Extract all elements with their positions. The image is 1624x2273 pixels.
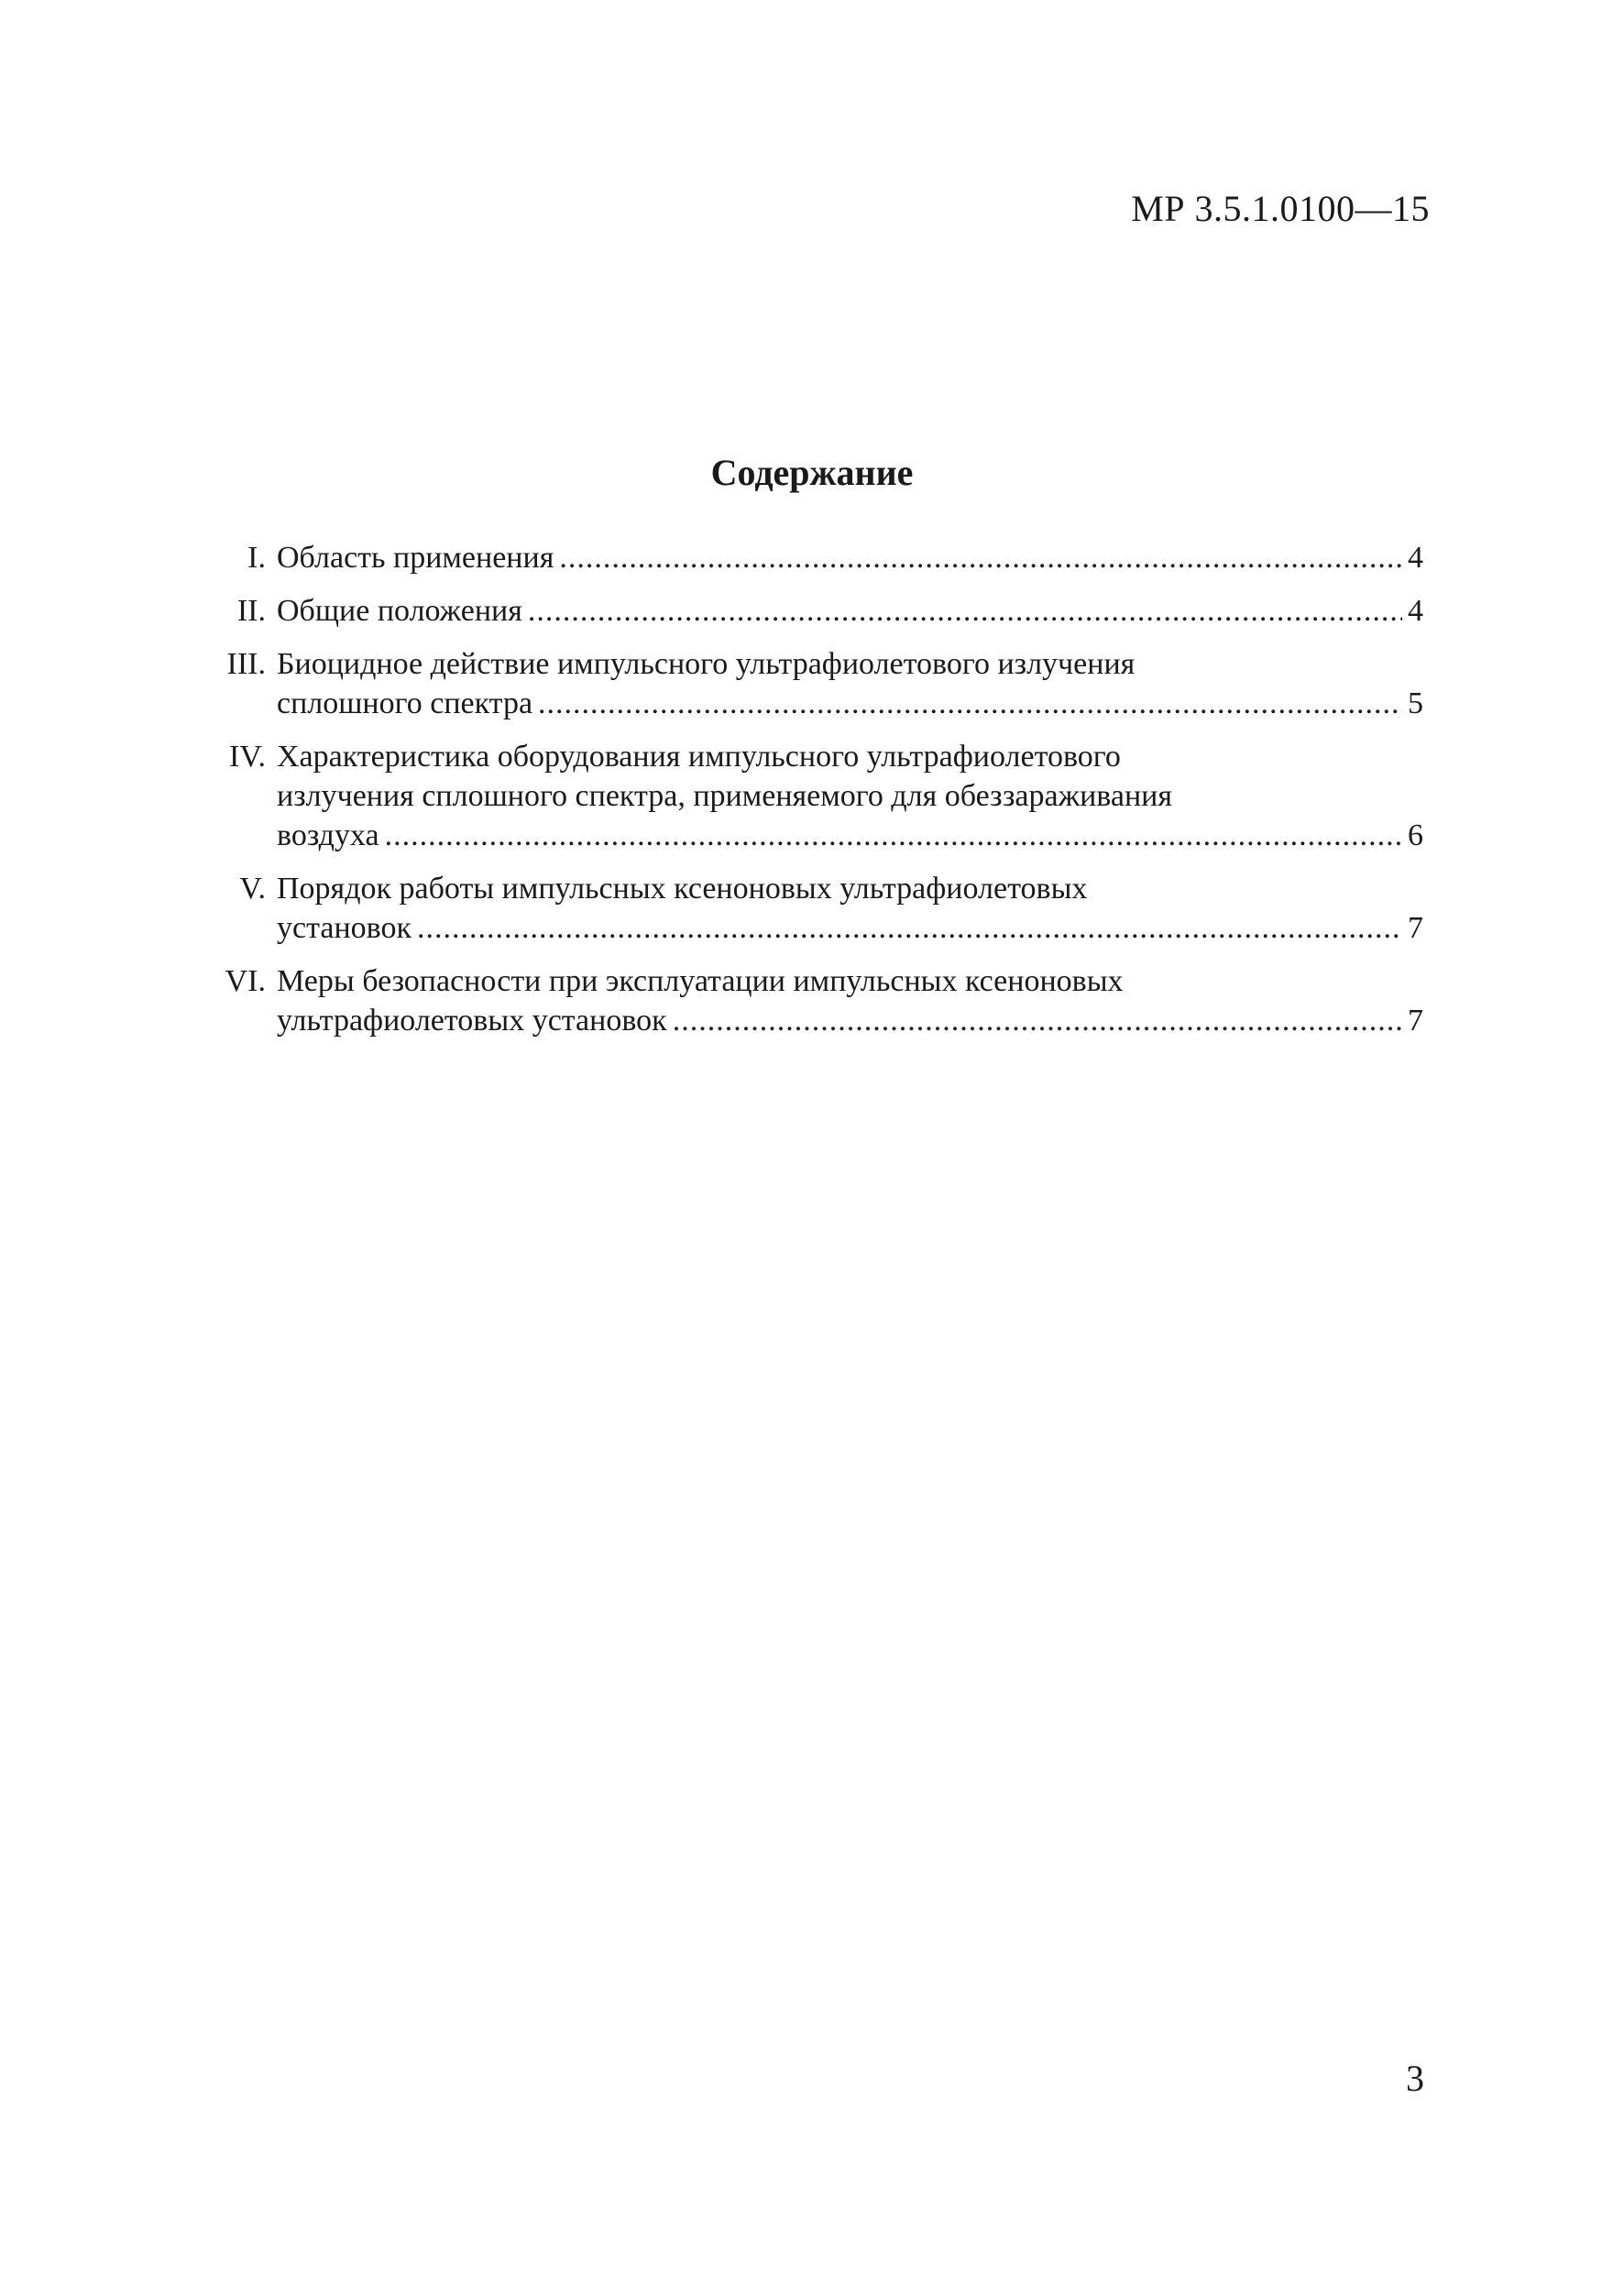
toc-entry-text-line: Меры безопасности при эксплуатации импульсных ксеноновых bbox=[277, 964, 1124, 998]
toc-entry-body bbox=[266, 737, 1423, 855]
toc-entry-body bbox=[266, 869, 1423, 948]
toc-entry-text-line: Характеристика оборудования импульсного ультрафиолетового bbox=[277, 740, 1121, 774]
dot-leader bbox=[673, 1001, 1402, 1040]
toc-entry-number: V. bbox=[239, 872, 266, 906]
toc-entry-last-line bbox=[277, 591, 1423, 631]
toc-entry-page: 4 bbox=[1408, 541, 1423, 575]
toc-entry-number: VI. bbox=[225, 964, 266, 998]
toc-entry bbox=[202, 961, 1423, 1040]
page-number: 3 bbox=[1406, 2058, 1424, 2099]
toc-entry-body bbox=[266, 591, 1423, 631]
toc-entry-last-line bbox=[277, 684, 1423, 723]
toc-entry-body bbox=[266, 644, 1423, 723]
toc-entry-last-line bbox=[277, 538, 1423, 577]
toc-entry-last-line bbox=[277, 908, 1423, 948]
toc-entry-text-line: Общие положения bbox=[277, 594, 522, 628]
toc-entry bbox=[202, 737, 1423, 855]
toc-entry-page: 4 bbox=[1408, 594, 1423, 628]
toc-entry bbox=[202, 869, 1423, 948]
table-of-contents bbox=[202, 538, 1423, 1040]
toc-entry-number: IV. bbox=[229, 740, 266, 774]
toc-entry-page: 7 bbox=[1408, 1004, 1423, 1038]
toc-entry-page: 7 bbox=[1408, 911, 1423, 945]
toc-entry-page: 5 bbox=[1408, 686, 1423, 720]
document-code: МР 3.5.1.0100—15 bbox=[1131, 188, 1430, 229]
toc-entry-text-line: Область применения bbox=[277, 541, 554, 575]
toc-title: Содержание bbox=[710, 452, 914, 493]
toc-entry-number: III. bbox=[226, 647, 266, 681]
dot-leader bbox=[559, 538, 1402, 577]
toc-entry-text-line: установок bbox=[277, 911, 411, 945]
dot-leader bbox=[417, 908, 1402, 948]
toc-entry-number: II. bbox=[236, 594, 266, 628]
toc-entry-text-line: воздуха bbox=[277, 818, 379, 852]
toc-entry-last-line bbox=[277, 1001, 1423, 1040]
toc-entry-page: 6 bbox=[1408, 818, 1423, 852]
toc-entry-body bbox=[266, 538, 1423, 577]
toc-entry-last-line bbox=[277, 816, 1423, 855]
toc-entry-text-line: излучения сплошного спектра, применяемого для обеззараживания bbox=[277, 779, 1173, 813]
toc-entry-body bbox=[266, 961, 1423, 1040]
dot-leader bbox=[538, 684, 1402, 723]
toc-entry-text-line: ультрафиолетовых установок bbox=[277, 1004, 667, 1038]
dot-leader bbox=[385, 816, 1402, 855]
toc-entry bbox=[202, 591, 1423, 631]
dot-leader bbox=[528, 591, 1402, 631]
toc-entry-text-line: Биоцидное действие импульсного ультрафиолетового излучения bbox=[277, 647, 1136, 681]
toc-entry-number: I. bbox=[247, 541, 266, 575]
toc-entry bbox=[202, 538, 1423, 577]
toc-entry-text-line: сплошного спектра bbox=[277, 686, 533, 720]
toc-entry bbox=[202, 644, 1423, 723]
toc-entry-text-line: Порядок работы импульсных ксеноновых ультрафиолетовых bbox=[277, 872, 1088, 906]
